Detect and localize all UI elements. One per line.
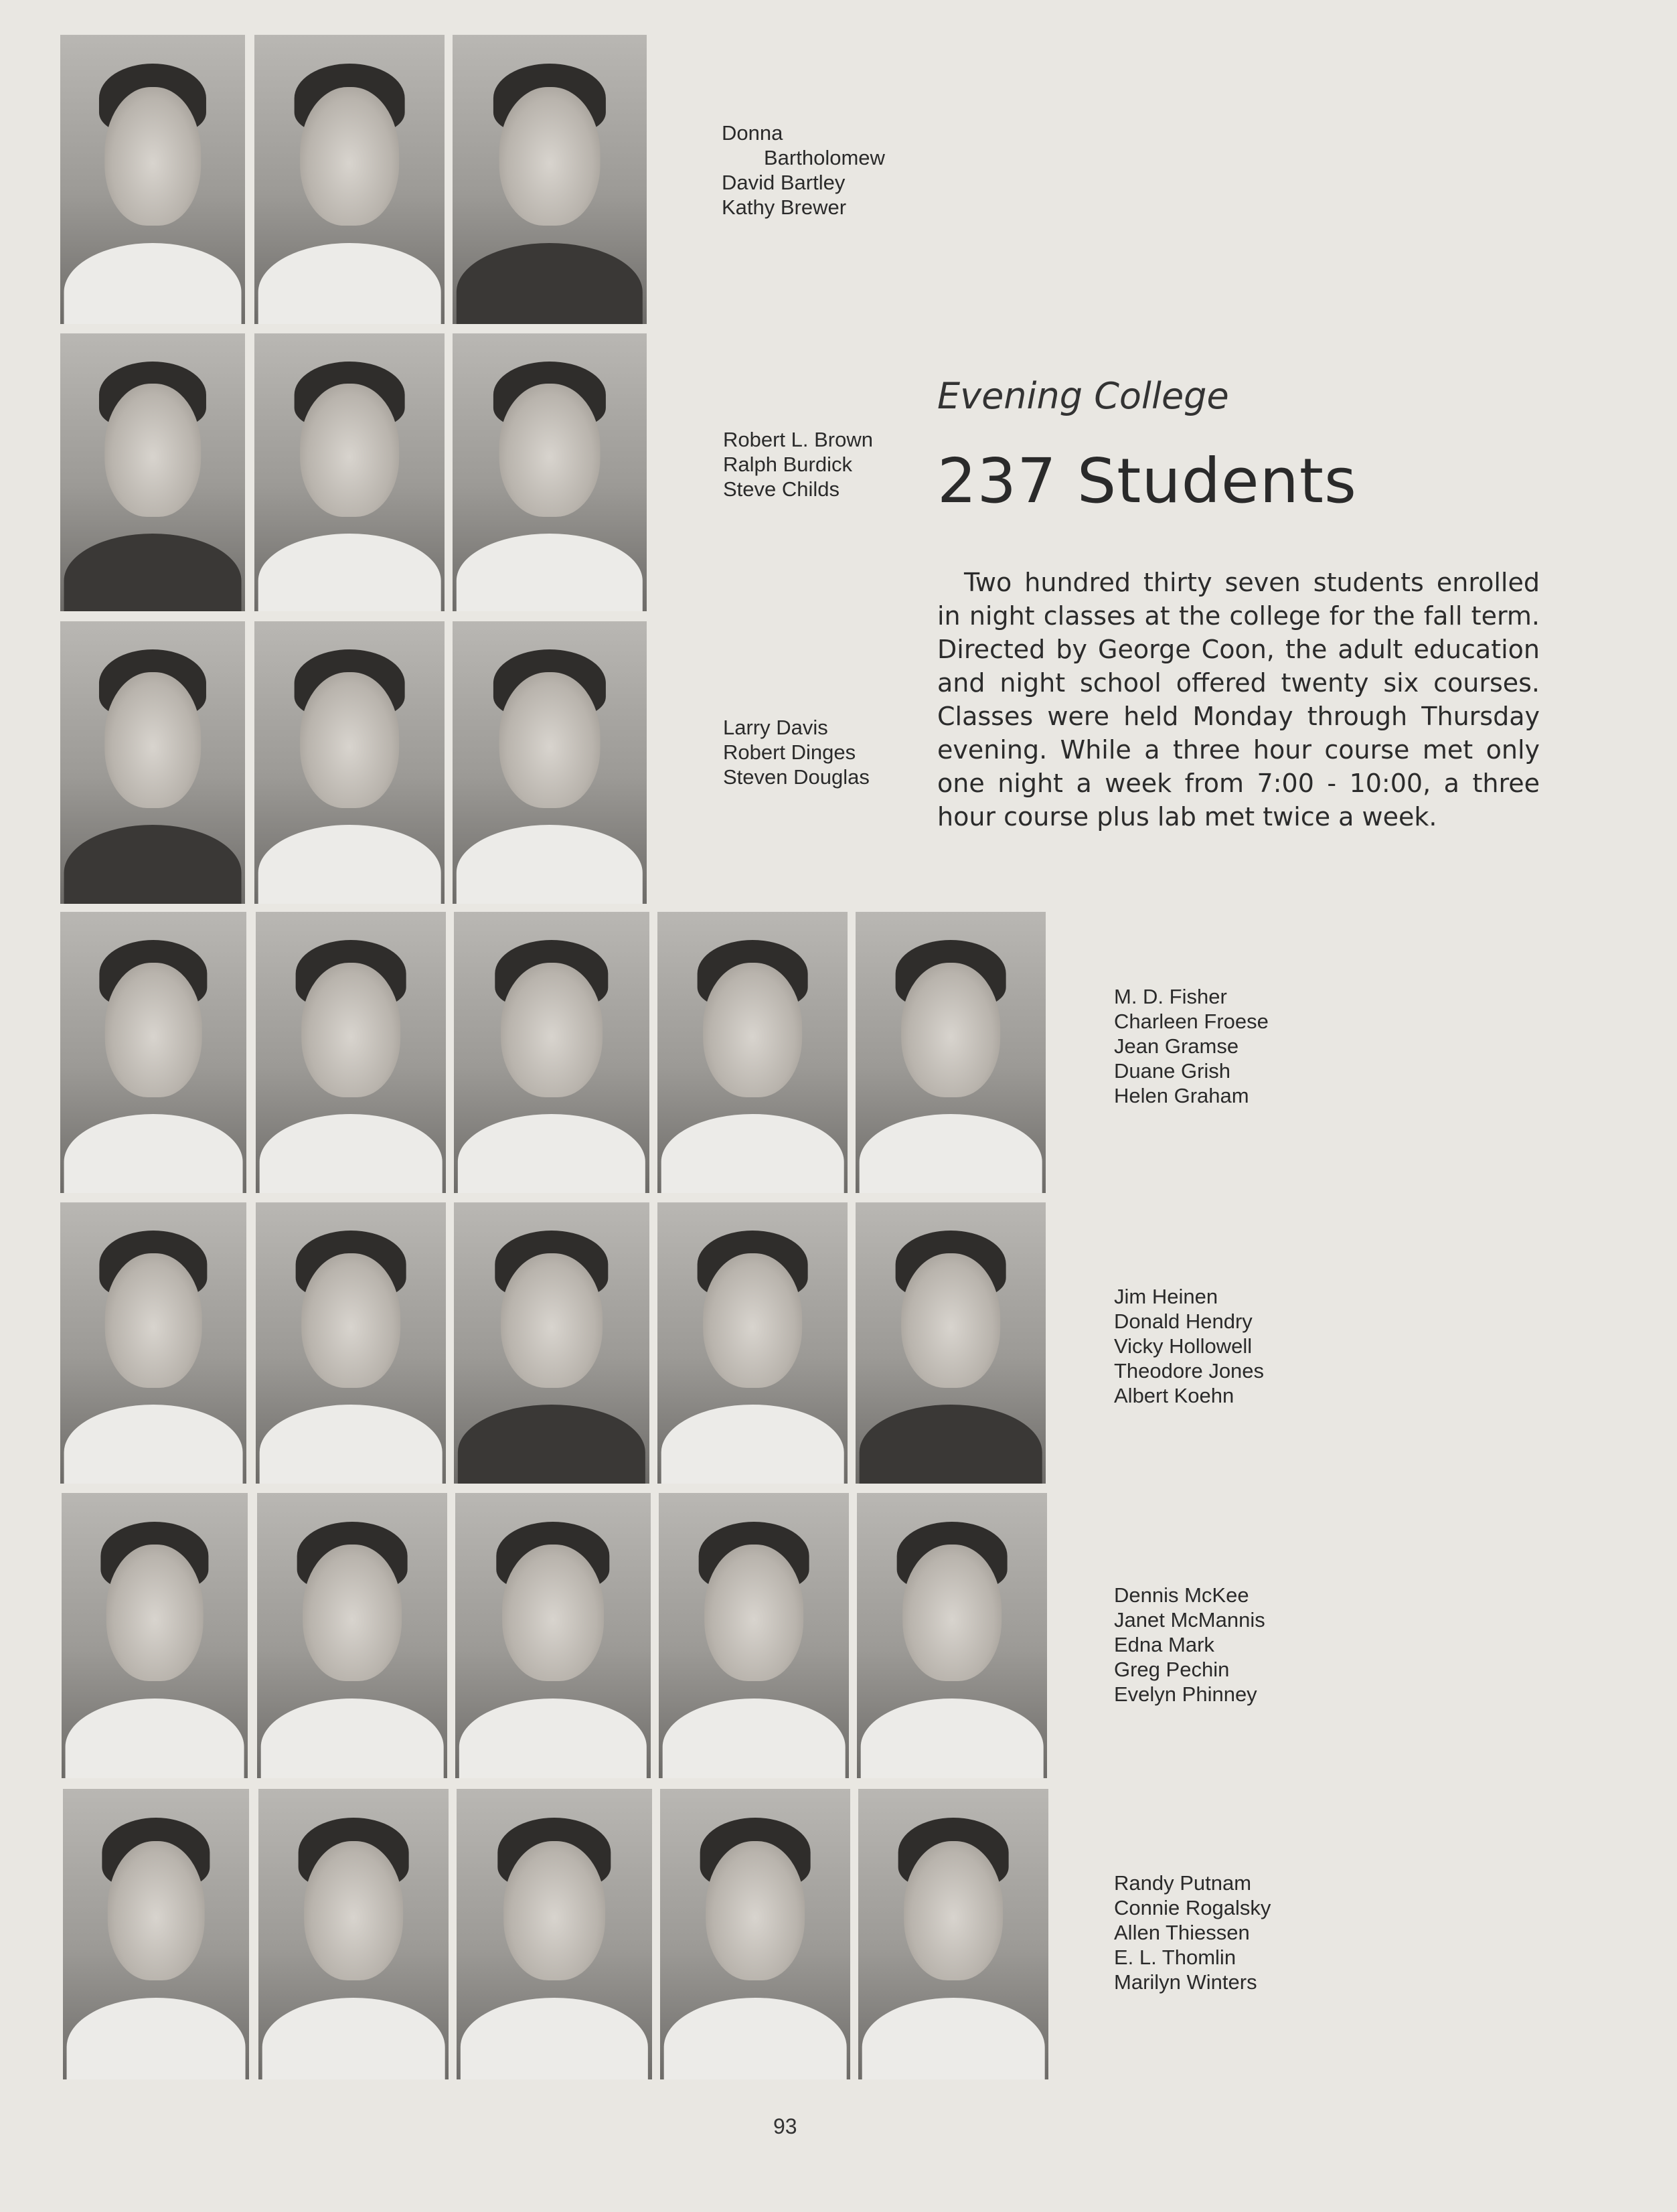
name-group xyxy=(723,715,870,789)
student-name: Greg Pechin xyxy=(1114,1658,1230,1681)
portrait-photo xyxy=(60,333,245,611)
page-title: 237 Students xyxy=(937,445,1357,517)
student-name: Ralph Burdick xyxy=(723,453,852,476)
portrait-photo xyxy=(254,35,445,324)
student-name: Edna Mark xyxy=(1114,1633,1214,1656)
portrait-photo xyxy=(256,912,446,1193)
portrait-photo xyxy=(455,1493,651,1778)
portrait-photo xyxy=(256,1202,446,1484)
portrait-photo xyxy=(660,1789,850,2079)
student-name: Dennis McKee xyxy=(1114,1583,1249,1607)
student-name: Donna xyxy=(722,121,783,145)
portrait-photo xyxy=(453,621,647,904)
name-group xyxy=(1114,1583,1265,1707)
student-name: Connie Rogalsky xyxy=(1114,1896,1271,1919)
student-name: Steve Childs xyxy=(723,477,840,501)
body-paragraph: Two hundred thirty seven students enrolled in night classes at the college for the fall term. Directed by George Coon, the adult education and night school offered twenty six courses. Classes were held Monday through Thursday evening. While a three hour course met only one night a week from 7:00 - 10:00, a three hour course plus lab met twice a week. xyxy=(937,568,1540,832)
portrait-photo xyxy=(657,1202,848,1484)
student-name: David Bartley xyxy=(722,171,846,194)
name-group xyxy=(722,121,885,220)
student-name: Janet McMannis xyxy=(1114,1608,1265,1632)
portrait-photo xyxy=(858,1789,1048,2079)
student-name: Randy Putnam xyxy=(1114,1871,1252,1895)
portrait-photo xyxy=(63,1789,249,2079)
portrait-photo xyxy=(659,1493,849,1778)
student-name: Albert Koehn xyxy=(1114,1384,1234,1407)
student-name: Kathy Brewer xyxy=(722,195,847,219)
portrait-photo xyxy=(60,912,246,1193)
name-group xyxy=(723,427,873,501)
student-name: Evelyn Phinney xyxy=(1114,1682,1257,1706)
student-name: Theodore Jones xyxy=(1114,1359,1265,1382)
student-name: M. D. Fisher xyxy=(1114,985,1227,1008)
portrait-photo xyxy=(453,333,647,611)
student-name: E. L. Thomlin xyxy=(1114,1946,1236,1969)
portrait-photo xyxy=(60,621,245,904)
portrait-photo xyxy=(254,621,445,904)
section-subtitle: Evening College xyxy=(937,375,1229,417)
name-group xyxy=(1114,1871,1271,1994)
student-name: Helen Graham xyxy=(1114,1084,1249,1107)
student-name: Donald Hendry xyxy=(1114,1310,1253,1333)
portrait-photo xyxy=(258,1789,449,2079)
portrait-photo xyxy=(60,35,245,324)
portrait-photo xyxy=(254,333,445,611)
portrait-photo xyxy=(856,912,1046,1193)
student-name: Jean Gramse xyxy=(1114,1034,1239,1058)
student-name: Robert L. Brown xyxy=(723,428,873,451)
portrait-photo xyxy=(454,912,649,1193)
portrait-photo xyxy=(857,1493,1047,1778)
portrait-photo xyxy=(453,35,647,324)
student-name: Jim Heinen xyxy=(1114,1285,1218,1308)
portrait-photo xyxy=(856,1202,1046,1484)
name-group xyxy=(1114,984,1269,1108)
student-name: Marilyn Winters xyxy=(1114,1970,1257,1994)
portrait-photo xyxy=(62,1493,248,1778)
portrait-photo xyxy=(657,912,848,1193)
page-number: 93 xyxy=(773,2114,797,2138)
portrait-photo xyxy=(454,1202,649,1484)
student-name: Vicky Hollowell xyxy=(1114,1334,1253,1358)
portrait-photo xyxy=(60,1202,246,1484)
student-name: Allen Thiessen xyxy=(1114,1921,1250,1944)
student-name: Steven Douglas xyxy=(723,765,870,789)
student-name: Duane Grish xyxy=(1114,1059,1231,1083)
portrait-photo xyxy=(257,1493,447,1778)
student-name: Bartholomew xyxy=(764,146,885,169)
portrait-photo xyxy=(457,1789,652,2079)
name-group xyxy=(1114,1284,1264,1408)
student-name: Larry Davis xyxy=(723,716,828,739)
student-name: Robert Dinges xyxy=(723,740,856,764)
student-name: Charleen Froese xyxy=(1114,1010,1269,1033)
